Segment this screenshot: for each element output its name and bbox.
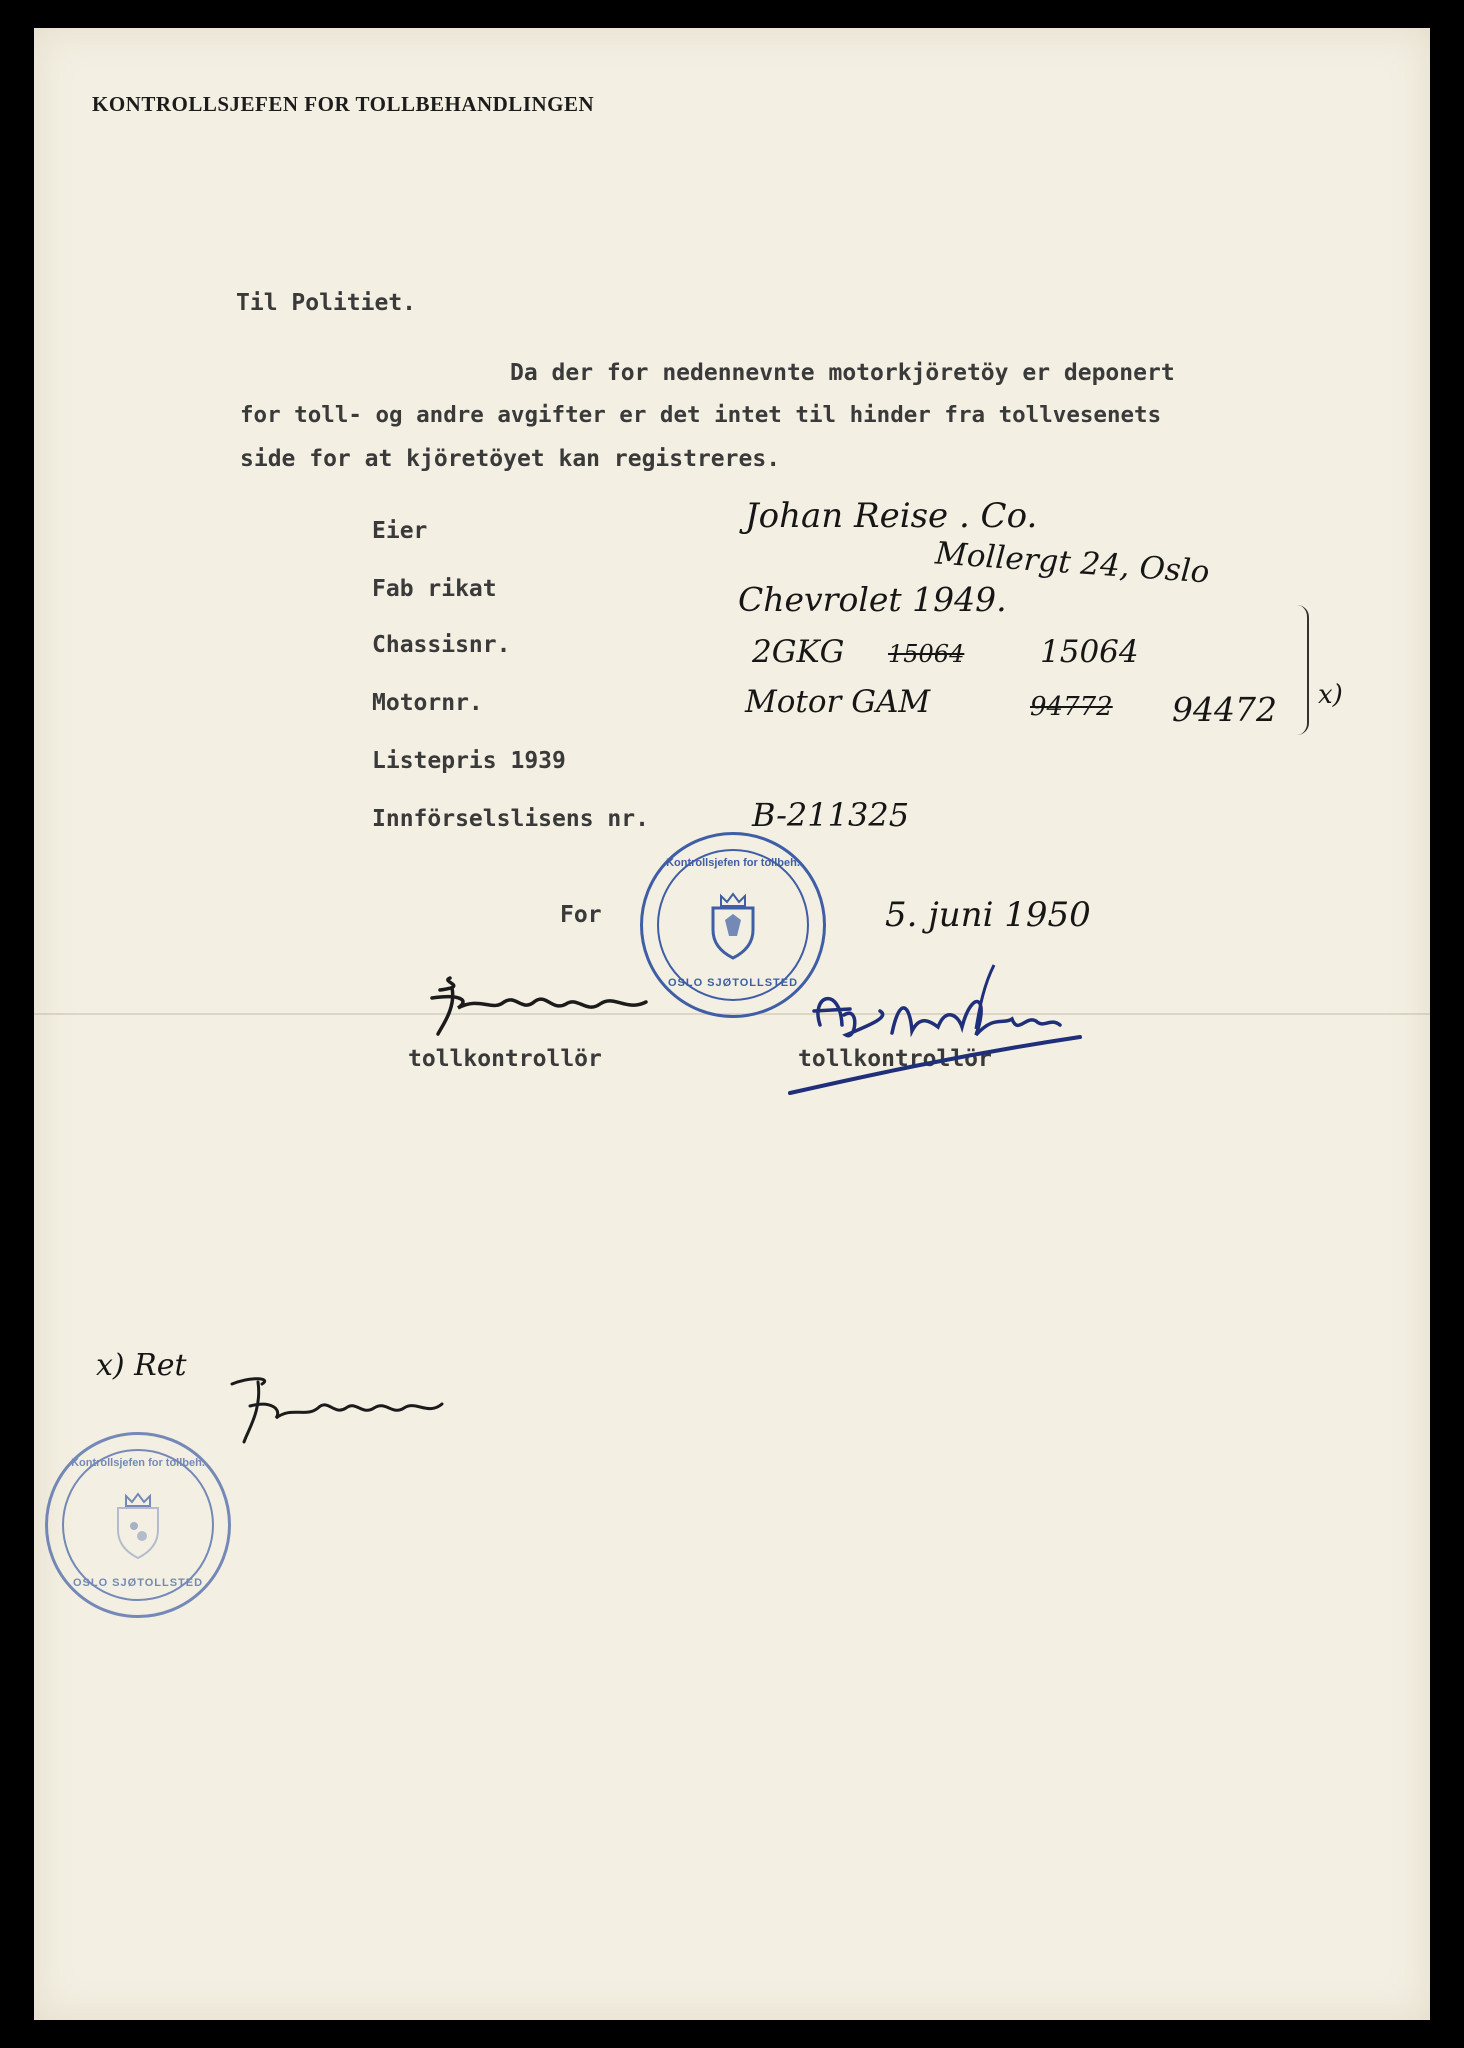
make-label: Fab rikat <box>372 576 497 602</box>
date-value: 5. juni 1950 <box>885 895 1091 935</box>
import-license-label: Innförselslisens nr. <box>372 806 649 832</box>
salutation: Til Politiet. <box>236 290 417 316</box>
engine-value-prefix: Motor GAM <box>745 684 931 720</box>
stamp-text-top: Kontrollsjefen for tollbeh. <box>666 857 800 869</box>
chassis-value-prefix: 2GKG <box>752 634 845 670</box>
stamp-text-bottom: OSLO SJØTOLLSTED <box>667 977 799 989</box>
document-page <box>34 28 1430 2020</box>
make-value: Chevrolet 1949. <box>738 580 1007 619</box>
chassis-value-struck: 15064 <box>888 640 965 668</box>
owner-value: Johan Reise . Co. <box>745 496 1038 536</box>
list-price-label: Listepris 1939 <box>372 748 566 774</box>
customs-stamp-lower <box>45 1432 231 1618</box>
chassis-label: Chassisnr. <box>372 632 511 658</box>
for-label: For <box>560 902 602 928</box>
stamp-text-top-lower: Kontrollsjefen for tollbeh. <box>71 1457 205 1469</box>
stamp-text-bottom-lower: OSLO SJØTOLLSTED <box>72 1577 204 1589</box>
signatory-title-right: tollkontrollör <box>798 1046 992 1072</box>
engine-label: Motornr. <box>372 690 483 716</box>
correction-brace <box>1293 605 1309 735</box>
signature-footnote <box>222 1370 452 1450</box>
import-license-value: B-211325 <box>752 796 910 834</box>
owner-address: Mollergt 24, Oslo <box>934 535 1211 591</box>
signature-right <box>780 955 1100 1100</box>
signature-left <box>400 968 660 1038</box>
signatory-title-left: tollkontrollör <box>408 1046 602 1072</box>
footnote-mark: x) Ret <box>96 1348 187 1383</box>
body-line-1: Da der for nedennevnte motorkjöretöy er deponert <box>510 360 1175 386</box>
engine-value: 94472 <box>1172 690 1277 729</box>
correction-mark: x) <box>1318 680 1343 710</box>
crest-icon <box>707 890 759 960</box>
owner-label: Eier <box>372 518 428 544</box>
engine-value-struck: 94772 <box>1030 692 1113 722</box>
body-line-2: for toll- og andre avgifter er det intet til hinder fra tollvesenets <box>240 402 1162 428</box>
letterhead: KONTROLLSJEFEN FOR TOLLBEHANDLINGEN <box>92 92 595 116</box>
crest-icon <box>112 1490 164 1560</box>
chassis-value: 15064 <box>1040 634 1139 670</box>
body-line-3: side for at kjöretöyet kan registreres. <box>240 446 781 472</box>
